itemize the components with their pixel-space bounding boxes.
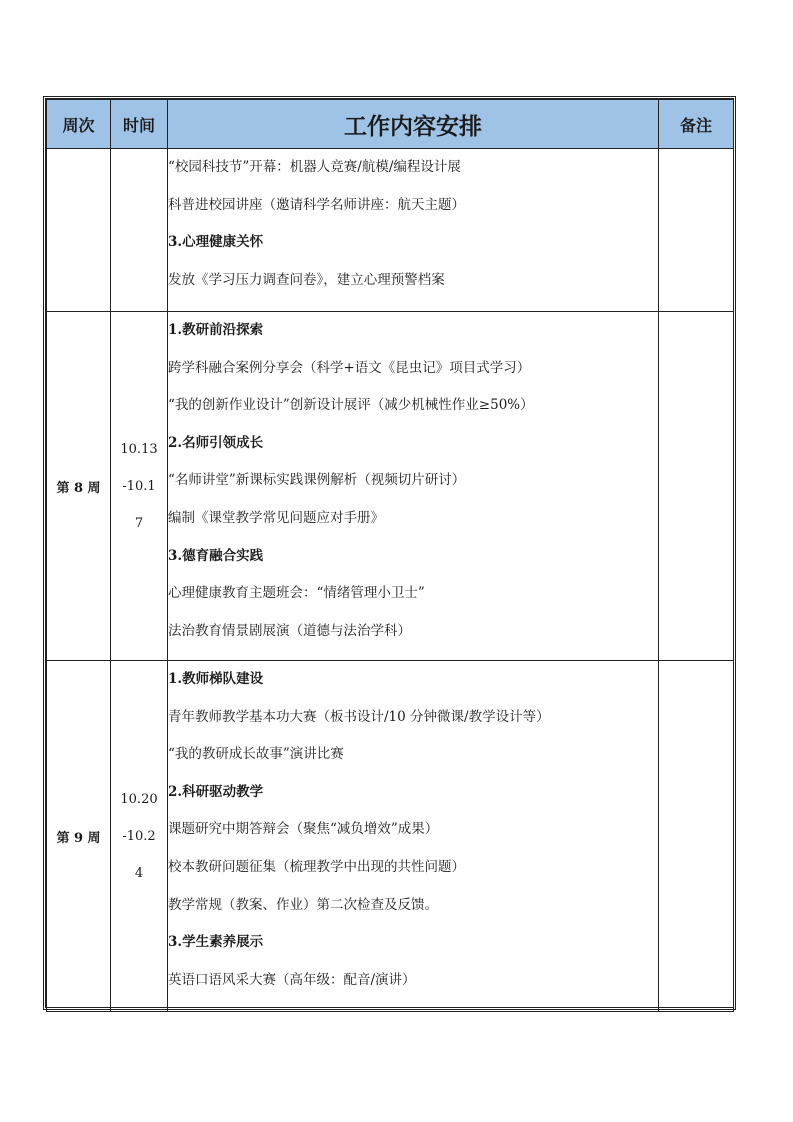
content-line: 科普进校园讲座（邀请科学名师讲座：航天主题） [168,196,465,213]
content-line: “我的创新作业设计”创新设计展评（减少机械性作业≥50%） [168,397,534,414]
header-remark: 备注 [659,100,734,149]
date-text: 10.20-10.24 [120,791,158,881]
date-text: 10.13-10.17 [120,441,158,531]
work-plan-table [46,99,734,1012]
content-line: 编制《课堂教学常见问题应对手册》 [168,509,384,526]
header-time: 时间 [111,100,168,149]
table-header-row [47,100,734,149]
section-heading: 2.名师引领成长 [168,434,264,451]
content-cell [168,661,659,1012]
header-week: 周次 [47,100,111,149]
table-row [47,149,734,312]
content-cell [168,149,659,312]
remark-cell [659,661,734,1012]
date-cell [111,661,168,1012]
remark-cell [659,312,734,661]
date-cell [111,312,168,661]
content-line: 发放《学习压力调查问卷》，建立心理预警档案 [168,271,445,288]
content-line: 校本教研问题征集（梳理教学中出现的共性问题） [168,858,465,875]
table-row [47,661,734,1012]
content-line: “名师讲堂”新课标实践课例解析（视频切片研讨） [168,472,466,489]
content-line: “我的教研成长故事”演讲比赛 [168,746,344,763]
content-line: 教学常规（教案、作业）第二次检查及反馈。 [168,896,438,913]
section-heading: 3.学生素养展示 [168,934,264,951]
week-cell: 第 9 周 [47,661,111,1012]
date-cell [111,149,168,312]
week-cell: 第 8 周 [47,312,111,661]
section-heading: 1.教师梯队建设 [168,671,264,687]
content-cell [168,312,659,661]
content-line: 心理健康教育主题班会：“情绪管理小卫士” [168,585,425,602]
week-cell [47,149,111,312]
header-content: 工作内容安排 [168,100,659,149]
table-row [47,312,734,661]
content-line: 课题研究中期答辩会（聚焦“减负增效”成果） [168,821,439,838]
section-heading: 2.科研驱动教学 [168,783,264,800]
section-heading: 3.德育融合实践 [168,547,264,564]
content-line: “校园科技节”开幕：机器人竞赛/航模/编程设计展 [168,159,461,175]
section-heading: 3.心理健康关怀 [168,234,264,251]
content-line: 跨学科融合案例分享会（科学+语文《昆虫记》项目式学习） [168,359,531,376]
content-line: 青年教师教学基本功大赛（板书设计/10 分钟微课/教学设计等） [168,708,550,725]
content-line: 法治教育情景剧展演（道德与法治学科） [168,622,411,639]
remark-cell [659,149,734,312]
section-heading: 1.教研前沿探索 [168,322,264,338]
content-line: 英语口语风采大赛（高年级：配音/演讲） [168,971,416,988]
